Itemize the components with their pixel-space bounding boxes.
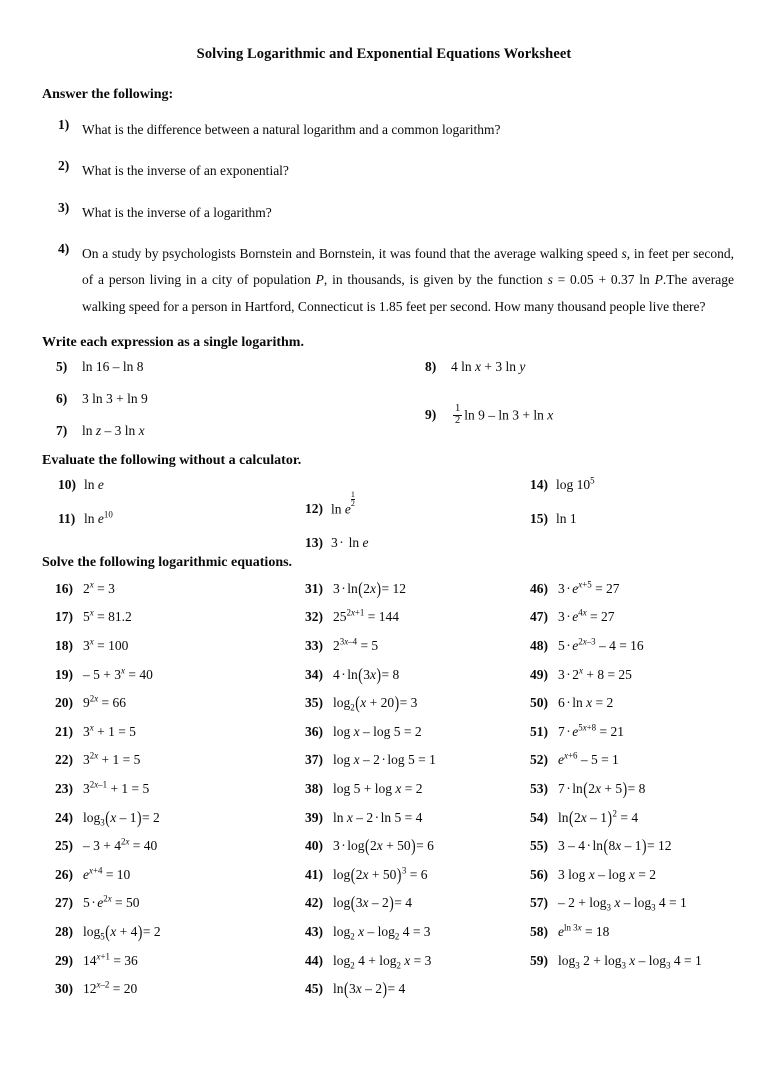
list-item (305, 752, 436, 781)
solve-column-1 (55, 581, 161, 1010)
item-number: 52) (530, 752, 548, 768)
equation-35: $\log_2(x + 20)= 3$ (333, 692, 418, 713)
equation-48: $5 \cdot e^{2x-3} - 4 = 16$ (558, 636, 644, 654)
single-log-column-right (425, 359, 553, 443)
list-item (0, 200, 768, 226)
item-number: 18) (55, 638, 73, 654)
item-number: 22) (55, 752, 73, 768)
item-number: 32) (305, 609, 323, 625)
list-item (305, 781, 436, 810)
item-number: 47) (530, 609, 548, 625)
list-item (55, 609, 161, 638)
list-item (56, 391, 148, 407)
list-item (55, 867, 161, 896)
question-list (0, 117, 768, 320)
section-heading-solve: Solve the following logarithmic equations. (42, 554, 293, 570)
list-item (55, 752, 161, 781)
equation-26: $e^{x+4} = 10$ (83, 865, 131, 882)
list-item (55, 781, 161, 810)
variable-s: s (621, 245, 627, 261)
word-problem-part2: , in feet per second, of a person living in a city of population (82, 245, 734, 288)
equation-55: 3 – 4 · ln(8x – 1)= 12 (558, 835, 672, 856)
item-number: 37) (305, 752, 323, 768)
list-item (530, 667, 702, 696)
list-item (530, 895, 702, 924)
list-item (305, 978, 436, 1010)
equation-44: $\log_2 4 + \log_2 x = 3$ (333, 952, 432, 971)
list-item (55, 667, 161, 696)
list-item (58, 477, 113, 493)
equation-22: $3^{2x} + 1 = 5$ (83, 750, 141, 768)
item-number: 48) (530, 638, 548, 654)
equation-28: $\log_5(x + 4)= 2$ (83, 921, 161, 942)
item-number: 17) (55, 609, 73, 625)
list-item (305, 924, 436, 953)
list-item (55, 695, 161, 724)
equation-56: 3 log x – log x = 2 (558, 866, 657, 882)
list-item (55, 981, 161, 1010)
equation-36: log x – log 5 = 2 (333, 723, 422, 739)
list-item (530, 724, 702, 753)
equation-43: $\log_2 x - \log_2 4 = 3$ (333, 924, 431, 942)
item-number: 57) (530, 895, 548, 911)
item-number: 13) (305, 535, 323, 551)
item-number: 45) (305, 981, 323, 997)
item-text: What is the inverse of a logarithm? (82, 204, 272, 220)
list-item (55, 895, 161, 924)
list-item (530, 609, 702, 638)
item-number: 55) (530, 838, 548, 854)
item-number: 7) (56, 422, 68, 438)
worksheet-page (0, 46, 768, 1070)
item-number: 41) (305, 866, 323, 882)
equation-30: $12^{x-2} = 20$ (83, 979, 138, 997)
item-number: 58) (530, 924, 548, 939)
list-item (58, 511, 113, 527)
item-number: 56) (530, 866, 548, 882)
list-item (305, 663, 436, 696)
item-number: 27) (55, 895, 73, 911)
list-item (530, 778, 702, 810)
item-number: 36) (305, 723, 323, 739)
item-number: 39) (305, 809, 323, 825)
expression-14: $\log 10^5$ (556, 475, 595, 492)
list-item (305, 835, 436, 867)
word-problem-part3: , in thousands, is given by the function (323, 272, 548, 288)
evaluate-column-1 (58, 477, 113, 545)
section-heading-single-log: Write each expression as a single logarithm. (42, 334, 304, 350)
expression-8: 4 ln x + 3 ln y (451, 358, 526, 374)
equation-32: $25^{2x+1} = 144$ (333, 607, 400, 625)
solve-column-2 (305, 578, 436, 1010)
list-item (305, 864, 436, 896)
list-item (305, 810, 436, 839)
list-item (56, 359, 148, 375)
item-number: 46) (530, 580, 548, 596)
expression-10: ln e (84, 476, 104, 492)
list-item (305, 692, 436, 724)
list-item (530, 477, 595, 493)
list-item (530, 752, 702, 781)
list-item (55, 724, 161, 753)
equation-18: $3^x = 100$ (83, 636, 129, 654)
equation-20: $9^{2x} = 66$ (83, 693, 127, 711)
equation-21: $3^x + 1 = 5$ (83, 722, 136, 739)
equation-40: 3 · log(2x + 50)= 6 (333, 835, 434, 856)
word-problem-part1: On a study by psychologists Bornstein and Bornstein, it was found that the average walking speed (82, 245, 622, 261)
item-text: What is the difference between a natural logarithm and a common logarithm? (82, 122, 501, 137)
evaluate-block (0, 475, 768, 555)
item-number: 33) (305, 638, 323, 654)
expression-11: $\ln e^{10}$ (84, 509, 113, 526)
solve-grid (0, 578, 768, 1051)
equation-34: 4 · ln(3x)= 8 (333, 663, 400, 685)
item-number: 5) (56, 358, 68, 374)
item-number: 11) (58, 510, 76, 526)
list-item (305, 953, 436, 982)
list-item (56, 423, 148, 439)
item-text: What is the inverse of an exponential? (82, 163, 289, 179)
equation-29: $14^{x+1} = 36$ (83, 951, 138, 968)
equation-51: $7 \cdot e^{5x+8} = 21$ (558, 722, 625, 739)
equation-58: $e^{ln 3x} = 18$ (558, 922, 610, 939)
list-item (0, 158, 768, 184)
item-number: 2) (58, 158, 70, 174)
item-number: 31) (305, 580, 323, 596)
walking-speed-formula: s = 0.05 + 0.37 ln P (547, 272, 663, 288)
item-number: 15) (530, 510, 548, 526)
list-item (305, 724, 436, 753)
list-item (55, 806, 161, 839)
evaluate-column-3 (530, 477, 595, 545)
equation-38: log 5 + log x = 2 (333, 781, 423, 797)
equation-19: – $5 + 3^x = 40$ (83, 665, 153, 682)
item-number: 10) (58, 476, 76, 492)
item-number: 26) (55, 866, 73, 882)
expression-15: ln 1 (556, 510, 577, 526)
section-heading-evaluate: Evaluate the following without a calculator. (42, 452, 302, 468)
equation-33: $2^{3x-4} = 5$ (333, 636, 379, 654)
list-item (530, 511, 595, 527)
list-item (305, 892, 436, 924)
list-item (305, 578, 436, 610)
item-number: 38) (305, 781, 323, 797)
item-number: 44) (305, 952, 323, 968)
equation-53: 7 · ln(2x + 5)= 8 (558, 778, 646, 799)
list-item (0, 117, 768, 143)
item-number: 3) (58, 199, 70, 215)
item-number: 50) (530, 695, 548, 711)
evaluate-column-2 (305, 489, 369, 570)
item-number: 28) (55, 924, 73, 939)
list-item (305, 489, 369, 518)
item-number: 54) (530, 809, 548, 825)
item-text (82, 241, 734, 320)
equation-27: $5 \cdot e^{2x} = 50$ (83, 893, 140, 911)
item-number: 59) (530, 952, 548, 968)
section-heading-answer: Answer the following: (42, 87, 174, 102)
equation-59: $\log_3 2 + \log_3 x - \log_3 4 = 1$ (558, 952, 702, 971)
equation-39: ln x – 2 · ln 5 = 4 (333, 809, 423, 825)
equation-54: ln(2x – 1)$^2$ = 4 (558, 806, 639, 828)
list-item (55, 638, 161, 667)
item-number: 29) (55, 952, 73, 968)
list-item (425, 402, 554, 427)
item-number: 20) (55, 695, 73, 711)
list-item (425, 359, 553, 375)
item-number: 34) (305, 666, 323, 682)
list-item (55, 581, 161, 610)
item-number: 40) (305, 838, 323, 854)
item-number: 42) (305, 895, 323, 911)
equation-45: ln(3x – 2)= 4 (333, 978, 406, 999)
equation-16: $2^x = 3$ (83, 579, 115, 596)
item-number: 6) (56, 390, 68, 406)
item-number: 23) (55, 781, 73, 797)
single-log-column-left (56, 359, 148, 455)
list-item (0, 241, 768, 320)
equation-24: $\log_3(x - 1)= 2$ (83, 806, 160, 828)
expression-7: ln z – 3 ln x (82, 422, 145, 438)
item-number: 24) (55, 809, 73, 825)
equation-50: 6 · ln x = 2 (558, 695, 614, 711)
single-log-block (0, 359, 768, 451)
item-number: 51) (530, 723, 548, 739)
list-item (530, 695, 702, 724)
item-number: 12) (305, 501, 323, 517)
item-number: 49) (530, 666, 548, 682)
equation-41: $\log(2x + 50)^3 = 6$ (333, 864, 428, 885)
list-item (305, 609, 436, 638)
equation-47: $3 \cdot e^{4x} = 27$ (558, 607, 615, 625)
item-number: 53) (530, 781, 548, 797)
equation-31: 3 · ln(2x)= 12 (333, 578, 407, 599)
item-number: 25) (55, 838, 73, 854)
expression-6: 3 ln 3 + ln 9 (82, 390, 148, 406)
equation-46: $3 \cdot e^{x+5} = 27$ (558, 579, 620, 596)
item-number: 35) (305, 695, 323, 711)
item-number: 16) (55, 580, 73, 596)
expression-13: 3 · ln e (331, 535, 369, 551)
list-item (530, 581, 702, 610)
list-item (530, 953, 702, 982)
item-number: 43) (305, 924, 323, 939)
equation-52: $e^{x+6} - 5 = 1$ (558, 750, 619, 768)
equation-37: log x – 2 · log 5 = 1 (333, 752, 436, 768)
equation-25: – $3 + 4^{2x} = 40$ (83, 836, 158, 854)
equation-57: – $2 + \log_3 x - \log_3 4 = 1$ (558, 895, 687, 914)
list-item (530, 924, 702, 953)
item-number: 14) (530, 476, 548, 492)
list-item (530, 867, 702, 896)
list-item (55, 838, 161, 867)
equation-49: $3 \cdot 2^x + 8 = 25$ (558, 665, 632, 682)
page-title: Solving Logarithmic and Exponential Equations Worksheet (196, 46, 572, 62)
item-number: 8) (425, 358, 437, 374)
word-problem-part4: .The average walking speed for a person in Hartford, Connecticut is 1.85 feet per second. How many thousand people live there? (82, 272, 735, 314)
expression-5: ln 16 – ln 8 (82, 358, 144, 374)
list-item (530, 835, 702, 867)
item-number: 21) (55, 723, 73, 739)
equation-42: log(3x – 2)= 4 (333, 892, 413, 913)
equation-23: $3^{2x-1} + 1 = 5$ (83, 779, 150, 797)
list-item (530, 638, 702, 667)
list-item (305, 638, 436, 667)
variable-p: P (315, 272, 324, 288)
list-item (55, 953, 161, 982)
solve-column-3 (530, 581, 702, 981)
list-item (305, 535, 369, 551)
expression-9: $\frac{1}{2}$ ln 9 – ln 3 + ln x (455, 402, 554, 426)
item-number: 9) (425, 407, 437, 423)
list-item (530, 806, 702, 839)
expression-12: ln e $\frac{1}{2}$ (331, 489, 355, 517)
item-number: 30) (55, 981, 73, 997)
item-number: 1) (58, 117, 70, 132)
list-item (55, 921, 161, 953)
equation-17: $5^x = 81.2$ (83, 607, 132, 625)
item-number: 19) (55, 666, 73, 682)
item-number: 4) (58, 240, 70, 256)
